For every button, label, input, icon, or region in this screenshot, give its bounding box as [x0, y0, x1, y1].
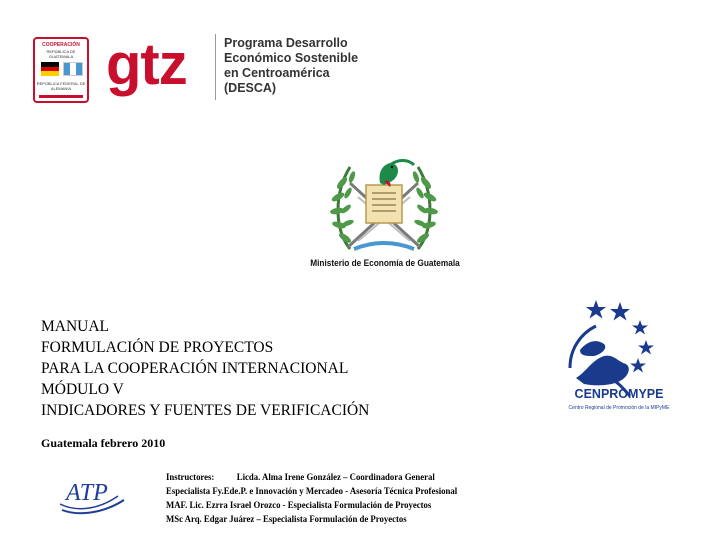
guatemala-coat-of-arms-icon: [328, 153, 440, 259]
title-line: PARA LA COOPERACIÓN INTERNACIONAL: [41, 360, 349, 377]
coop-badge-country: REPÚBLICA DE GUATEMALA: [46, 49, 76, 59]
instructor-line: MAF. Lic. Ezrra Israel Orozco - Especialista Formulación de Proyectos: [166, 500, 432, 510]
cenpromype-name: CENPROMYPE: [574, 387, 664, 401]
title-line: MANUAL: [41, 318, 110, 335]
coop-badge-partner: REPÚBLICA FEDERAL DE ALEMANIA: [36, 81, 86, 91]
program-line: (DESCA): [224, 81, 277, 95]
instructors-label: Instructores:: [166, 472, 215, 482]
document-title: [41, 316, 369, 421]
atp-logo-icon: [58, 470, 130, 518]
coop-badge-title: COOPERACIÓN: [42, 42, 80, 48]
instructor-line: Especialista Fy.Ede.P. e Innovación y Mercadeo - Asesoría Técnica Profesional: [166, 486, 458, 496]
document-date: Guatemala febrero 2010: [41, 436, 166, 450]
program-name: [224, 36, 358, 96]
title-line: FORMULACIÓN DE PROYECTOS: [41, 339, 274, 356]
instructor-line: MSc Arq. Edgar Juárez – Especialista Formulación de Proyectos: [166, 514, 407, 524]
instructor-name: Licda. Alma Irene González – Coordinadora General: [236, 472, 435, 482]
atp-label: ATP: [66, 480, 108, 506]
instructor-line: [166, 470, 457, 484]
instructors-block: [166, 470, 457, 526]
gtz-logo: gtz: [106, 32, 187, 97]
cooperation-badge: [33, 37, 89, 103]
header-divider: [215, 34, 216, 100]
coop-badge-bar: [39, 95, 83, 98]
ministry-label: Ministerio de Economía de Guatemala: [310, 258, 460, 268]
program-line: Económico Sostenible: [224, 51, 359, 65]
cenpromype-subtitle: Centro Regional de Promoción de la MIPyME: [568, 405, 670, 411]
title-line: MÓDULO V: [41, 381, 124, 398]
guatemala-flag-icon: [63, 62, 83, 76]
program-line: Programa Desarrollo: [224, 36, 348, 50]
program-line: en Centroamérica: [224, 66, 330, 80]
title-line: INDICADORES Y FUENTES DE VERIFICACIÓN: [41, 402, 370, 419]
german-flag-icon: [41, 62, 59, 76]
